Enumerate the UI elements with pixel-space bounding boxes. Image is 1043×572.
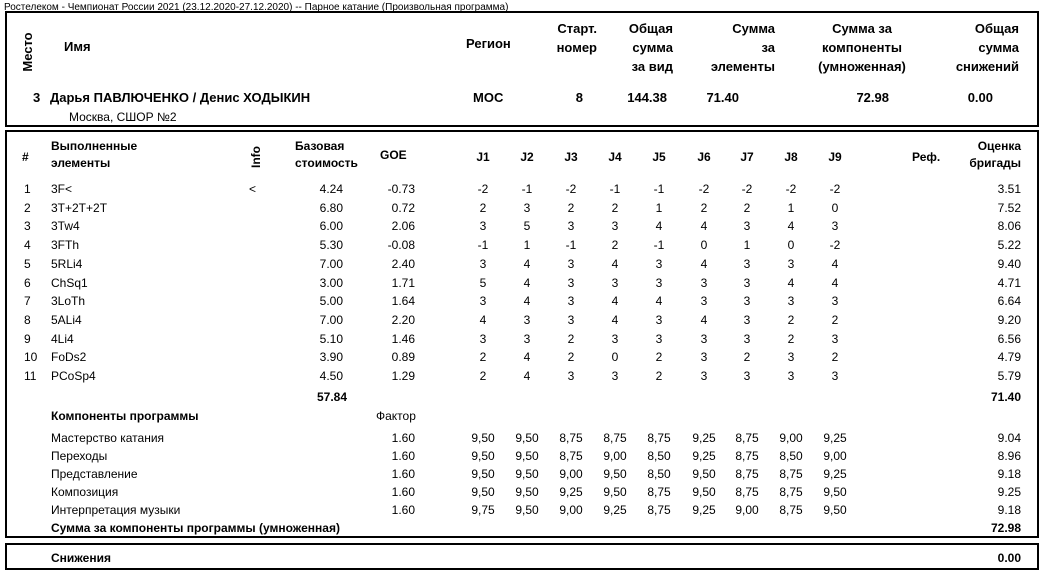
element-judge-score: 4	[611, 294, 619, 309]
deductions-label: Снижения	[51, 551, 111, 565]
element-judge-score: -1	[477, 238, 489, 253]
skater-name: Дарья ПАВЛЮЧЕНКО / Денис ХОДЫКИН	[50, 90, 311, 105]
element-judge-score: 4	[831, 275, 839, 290]
element-judge-score: -1	[609, 182, 621, 196]
component-judge-score: 9,75	[471, 503, 495, 517]
skater-club: Москва, СШОР №2	[69, 110, 177, 124]
component-factor: 1.60	[391, 503, 415, 517]
elements-score-header: Сумма за элементы	[710, 21, 775, 74]
element-judge-score: 2	[787, 331, 795, 346]
element-code: 4Li4	[51, 331, 74, 346]
element-judge-score: -2	[565, 182, 577, 196]
element-judge-score: -1	[565, 238, 577, 253]
event-title: Ростелеком - Чемпионат России 2021 (23.12.2020-27.12.2020) -- Парное катание (Произвольная программа)	[4, 2, 509, 13]
element-judge-score: 1	[523, 238, 531, 253]
element-judge-score: 2	[567, 200, 575, 215]
component-factor: 1.60	[391, 485, 415, 499]
element-code: 3F<	[51, 182, 73, 196]
components-title: Компоненты программы	[51, 409, 199, 423]
skater-start-no: 8	[575, 90, 583, 105]
element-judge-score: 3	[567, 369, 575, 383]
component-judge-score: 9,50	[603, 485, 627, 499]
element-judge-score: -2	[829, 182, 841, 196]
component-judge-score: 9,25	[692, 503, 716, 517]
element-judge-score: 4	[523, 256, 531, 271]
element-num: 2	[24, 200, 31, 215]
deductions-value: 0.00	[997, 551, 1021, 565]
element-judge-score: 3	[831, 369, 839, 383]
judge-header-3: J3	[564, 150, 578, 164]
element-judge-score: 0	[787, 238, 795, 253]
element-code: 3Tw4	[51, 219, 80, 234]
element-judge-score: 4	[787, 219, 795, 234]
col-num-header: #	[22, 150, 29, 164]
component-judge-score: 8,75	[735, 467, 759, 481]
element-judge-score: 4	[523, 350, 531, 365]
element-judge-score: 1	[787, 200, 795, 215]
element-base-value: 5.10	[319, 331, 343, 346]
component-judge-score: 9,50	[692, 467, 716, 481]
element-code: 5ALi4	[51, 312, 82, 327]
col-goe-header: GOE	[380, 148, 407, 162]
element-goe: 1.46	[391, 331, 415, 346]
element-judge-score: 4	[655, 294, 663, 309]
element-num: 5	[24, 256, 31, 271]
element-judge-score: 4	[523, 275, 531, 290]
element-code: 3T+2T+2T	[51, 200, 108, 215]
element-base-value: 6.00	[319, 219, 343, 234]
component-judge-score: 9,50	[471, 431, 495, 445]
component-factor: 1.60	[391, 449, 415, 463]
judge-header-6: J6	[697, 150, 711, 164]
skater-region: MOC	[473, 90, 504, 105]
col-elements-header: Выполненные элементы	[51, 139, 138, 170]
element-panel-score: 5.22	[997, 238, 1021, 253]
component-judge-score: 8,75	[735, 449, 759, 463]
component-factor: 1.60	[391, 431, 415, 445]
element-goe: 2.40	[391, 256, 415, 271]
component-name: Представление	[51, 467, 138, 481]
component-judge-score: 8,75	[559, 431, 583, 445]
judge-header-8: J8	[784, 150, 798, 164]
skater-deductions: 0.00	[967, 90, 993, 105]
element-judge-score: 4	[611, 256, 619, 271]
element-goe: 1.29	[391, 369, 415, 383]
element-judge-score: -1	[653, 182, 665, 196]
element-judge-score: 0	[831, 200, 839, 215]
component-name: Переходы	[51, 449, 108, 463]
element-judge-score: 2	[787, 312, 795, 327]
element-code: 3LoTh	[51, 294, 86, 309]
element-judge-score: 2	[567, 331, 575, 346]
element-panel-score: 9.40	[997, 256, 1021, 271]
element-judge-score: 3	[700, 294, 708, 309]
element-goe: 0.89	[391, 350, 415, 365]
name-header: Имя	[64, 39, 91, 54]
element-panel-score: 8.06	[997, 219, 1021, 234]
start-no-header: Старт. номер	[556, 21, 597, 55]
element-judge-score: 3	[655, 275, 663, 290]
components-total-label: Сумма за компоненты программы (умноженная)	[51, 521, 340, 535]
components-total: 72.98	[990, 521, 1021, 535]
element-judge-score: 4	[523, 369, 531, 383]
col-info-header: Info	[249, 146, 263, 168]
element-goe: -0.73	[387, 182, 415, 196]
element-judge-score: 4	[700, 219, 708, 234]
total-score-header: Общая сумма за вид	[628, 21, 673, 74]
judge-header-4: J4	[608, 150, 622, 164]
element-judge-score: 2	[743, 200, 751, 215]
element-num: 8	[24, 312, 31, 327]
element-judge-score: 3	[611, 219, 619, 234]
element-judge-score: 3	[523, 200, 531, 215]
element-judge-score: 3	[700, 331, 708, 346]
element-judge-score: -1	[521, 182, 533, 196]
component-judge-score: 9,50	[603, 467, 627, 481]
element-judge-score: 4	[700, 312, 708, 327]
judge-header-5: J5	[652, 150, 666, 164]
component-judge-score: 8,75	[647, 431, 671, 445]
element-judge-score: 0	[611, 350, 619, 365]
element-base-value: 7.00	[319, 256, 343, 271]
element-judge-score: 3	[523, 312, 531, 327]
component-judge-score: 9,50	[692, 485, 716, 499]
element-judge-score: 3	[611, 331, 619, 346]
element-panel-score: 6.56	[997, 331, 1021, 346]
element-num: 3	[24, 219, 31, 234]
component-judge-score: 9,50	[515, 503, 539, 517]
component-judge-score: 9,50	[515, 431, 539, 445]
element-judge-score: 3	[743, 275, 751, 290]
component-judge-score: 9,50	[471, 467, 495, 481]
element-num: 10	[24, 350, 38, 365]
element-judge-score: 2	[479, 200, 487, 215]
element-judge-score: 3	[787, 256, 795, 271]
deductions-box	[5, 543, 1039, 570]
element-judge-score: 3	[611, 275, 619, 290]
element-judge-score: 1	[655, 200, 663, 215]
component-judge-score: 9,00	[559, 503, 583, 517]
component-judge-score: 9,50	[515, 449, 539, 463]
col-panel-header: Оценка бригады	[969, 139, 1021, 170]
component-name: Мастерство катания	[51, 431, 165, 445]
component-judge-score: 9,00	[603, 449, 627, 463]
element-judge-score: 2	[479, 369, 487, 383]
element-code: PCoSp4	[51, 369, 96, 383]
element-judge-score: 2	[655, 369, 663, 383]
judge-header-2: J2	[520, 150, 534, 164]
element-base-value: 4.24	[319, 182, 343, 196]
base-total: 57.84	[316, 390, 347, 404]
element-judge-score: 4	[523, 294, 531, 309]
element-judge-score: 3	[700, 350, 708, 365]
component-judge-score: 8,50	[779, 449, 803, 463]
element-judge-score: 3	[787, 350, 795, 365]
element-judge-score: 3	[479, 219, 487, 234]
element-judge-score: 3	[655, 256, 663, 271]
component-judge-score: 8,75	[735, 431, 759, 445]
element-base-value: 7.00	[319, 312, 343, 327]
component-judge-score: 9,25	[692, 449, 716, 463]
element-panel-score: 4.71	[997, 275, 1021, 290]
component-name: Интерпретация музыки	[51, 503, 181, 517]
element-base-value: 5.30	[319, 238, 343, 253]
deductions-header: Общая сумма снижений	[955, 21, 1019, 74]
element-judge-score: 2	[700, 200, 708, 215]
component-judge-score: 8,75	[735, 485, 759, 499]
component-judge-score: 8,50	[647, 467, 671, 481]
element-base-value: 5.00	[319, 294, 343, 309]
element-panel-score: 3.51	[997, 182, 1021, 196]
component-score: 8.96	[997, 449, 1021, 463]
element-judge-score: 3	[611, 369, 619, 383]
element-code: 3FTh	[51, 238, 80, 253]
element-judge-score: -2	[741, 182, 753, 196]
element-judge-score: 3	[567, 275, 575, 290]
element-judge-score: 3	[700, 275, 708, 290]
element-goe: -0.08	[387, 238, 415, 253]
component-score: 9.25	[997, 485, 1021, 499]
component-judge-score: 9,00	[823, 449, 847, 463]
element-judge-score: 3	[743, 256, 751, 271]
element-judge-score: 3	[743, 219, 751, 234]
element-judge-score: 2	[611, 238, 619, 253]
component-judge-score: 9,00	[779, 431, 803, 445]
component-judge-score: 9,50	[515, 485, 539, 499]
component-score: 9.04	[997, 431, 1021, 445]
element-num: 7	[24, 294, 31, 309]
component-judge-score: 9,25	[603, 503, 627, 517]
component-factor: 1.60	[391, 467, 415, 481]
element-judge-score: 3	[787, 294, 795, 309]
element-goe: 1.71	[391, 275, 415, 290]
element-judge-score: 3	[743, 369, 751, 383]
col-ref-header: Реф.	[912, 150, 941, 164]
skater-place: 3	[33, 90, 41, 105]
component-judge-score: 9,50	[823, 485, 847, 499]
element-goe: 2.06	[391, 219, 415, 234]
element-judge-score: -2	[829, 238, 841, 253]
element-judge-score: 3	[831, 331, 839, 346]
element-judge-score: 4	[611, 312, 619, 327]
element-judge-score: 2	[479, 350, 487, 365]
place-header: Место	[20, 32, 35, 72]
element-base-value: 3.90	[319, 350, 343, 365]
skater-header-box	[5, 11, 1039, 127]
element-judge-score: -2	[477, 182, 489, 196]
element-judge-score: -1	[653, 238, 665, 253]
element-goe: 2.20	[391, 312, 415, 327]
element-judge-score: 3	[523, 331, 531, 346]
element-judge-score: 1	[743, 238, 751, 253]
element-panel-score: 7.52	[997, 200, 1021, 215]
element-judge-score: -2	[698, 182, 710, 196]
element-judge-score: 0	[700, 238, 708, 253]
element-judge-score: 3	[567, 256, 575, 271]
element-judge-score: 3	[655, 312, 663, 327]
component-judge-score: 8,75	[779, 467, 803, 481]
element-judge-score: 2	[655, 350, 663, 365]
judge-header-1: J1	[476, 150, 490, 164]
component-judge-score: 9,50	[471, 449, 495, 463]
element-base-value: 4.50	[319, 369, 343, 383]
component-judge-score: 9,00	[559, 467, 583, 481]
element-judge-score: 3	[479, 256, 487, 271]
component-judge-score: 9,50	[515, 467, 539, 481]
element-judge-score: 3	[743, 312, 751, 327]
element-judge-score: 4	[831, 256, 839, 271]
component-judge-score: 9,25	[823, 467, 847, 481]
component-judge-score: 8,75	[779, 503, 803, 517]
element-judge-score: 4	[655, 219, 663, 234]
component-judge-score: 9,25	[823, 431, 847, 445]
element-panel-score: 4.79	[997, 350, 1021, 365]
element-judge-score: 2	[831, 350, 839, 365]
component-name: Композиция	[51, 485, 119, 499]
judge-header-7: J7	[740, 150, 754, 164]
element-judge-score: 4	[787, 275, 795, 290]
region-header: Регион	[466, 36, 511, 51]
element-judge-score: 4	[700, 256, 708, 271]
element-panel-score: 5.79	[997, 369, 1021, 383]
component-score: 9.18	[997, 503, 1021, 517]
element-judge-score: 3	[479, 331, 487, 346]
element-judge-score: 3	[787, 369, 795, 383]
factor-header: Фактор	[376, 409, 416, 423]
element-code: ChSq1	[51, 275, 88, 290]
col-base-header: Базовая стоимость	[295, 139, 358, 170]
element-num: 1	[24, 182, 31, 196]
component-judge-score: 8,75	[603, 431, 627, 445]
element-judge-score: 3	[743, 331, 751, 346]
element-info: <	[249, 182, 257, 196]
skater-components-score: 72.98	[856, 90, 889, 105]
element-code: 5RLi4	[51, 256, 83, 271]
element-num: 9	[24, 331, 31, 346]
element-judge-score: 3	[743, 294, 751, 309]
element-judge-score: 2	[611, 200, 619, 215]
element-num: 11	[24, 369, 37, 383]
details-box	[5, 130, 1039, 538]
element-judge-score: 3	[831, 294, 839, 309]
element-num: 4	[24, 238, 31, 253]
component-judge-score: 9,50	[823, 503, 847, 517]
judge-header-9: J9	[828, 150, 842, 164]
skater-elements-score: 71.40	[706, 90, 739, 105]
element-panel-score: 6.64	[997, 294, 1021, 309]
element-judge-score: 5	[479, 275, 487, 290]
element-judge-score: 3	[567, 219, 575, 234]
element-judge-score: 3	[831, 219, 839, 234]
element-judge-score: 2	[831, 312, 839, 327]
element-goe: 1.64	[391, 294, 415, 309]
element-judge-score: 3	[567, 294, 575, 309]
element-judge-score: 5	[523, 219, 531, 234]
component-score: 9.18	[997, 467, 1021, 481]
element-judge-score: 3	[655, 331, 663, 346]
element-base-value: 6.80	[319, 200, 343, 215]
element-judge-score: 3	[700, 369, 708, 383]
element-judge-score: 3	[567, 312, 575, 327]
component-judge-score: 8,50	[647, 449, 671, 463]
component-judge-score: 9,50	[471, 485, 495, 499]
component-judge-score: 8,75	[779, 485, 803, 499]
component-judge-score: 8,75	[647, 485, 671, 499]
element-judge-score: 2	[567, 350, 575, 365]
element-num: 6	[24, 275, 31, 290]
element-base-value: 3.00	[319, 275, 343, 290]
element-judge-score: 2	[743, 350, 751, 365]
element-judge-score: 3	[479, 294, 487, 309]
component-judge-score: 8,75	[559, 449, 583, 463]
component-judge-score: 8,75	[647, 503, 671, 517]
component-judge-score: 9,25	[692, 431, 716, 445]
element-panel-score: 9.20	[997, 312, 1021, 327]
element-code: FoDs2	[51, 350, 87, 365]
element-judge-score: -2	[785, 182, 797, 196]
component-judge-score: 9,25	[559, 485, 583, 499]
components-score-header: Сумма за компоненты (умноженная)	[818, 21, 906, 74]
elements-score-total: 71.40	[990, 390, 1021, 404]
element-judge-score: 4	[479, 312, 487, 327]
skater-total: 144.38	[627, 90, 667, 105]
component-judge-score: 9,00	[735, 503, 759, 517]
element-goe: 0.72	[391, 200, 415, 215]
